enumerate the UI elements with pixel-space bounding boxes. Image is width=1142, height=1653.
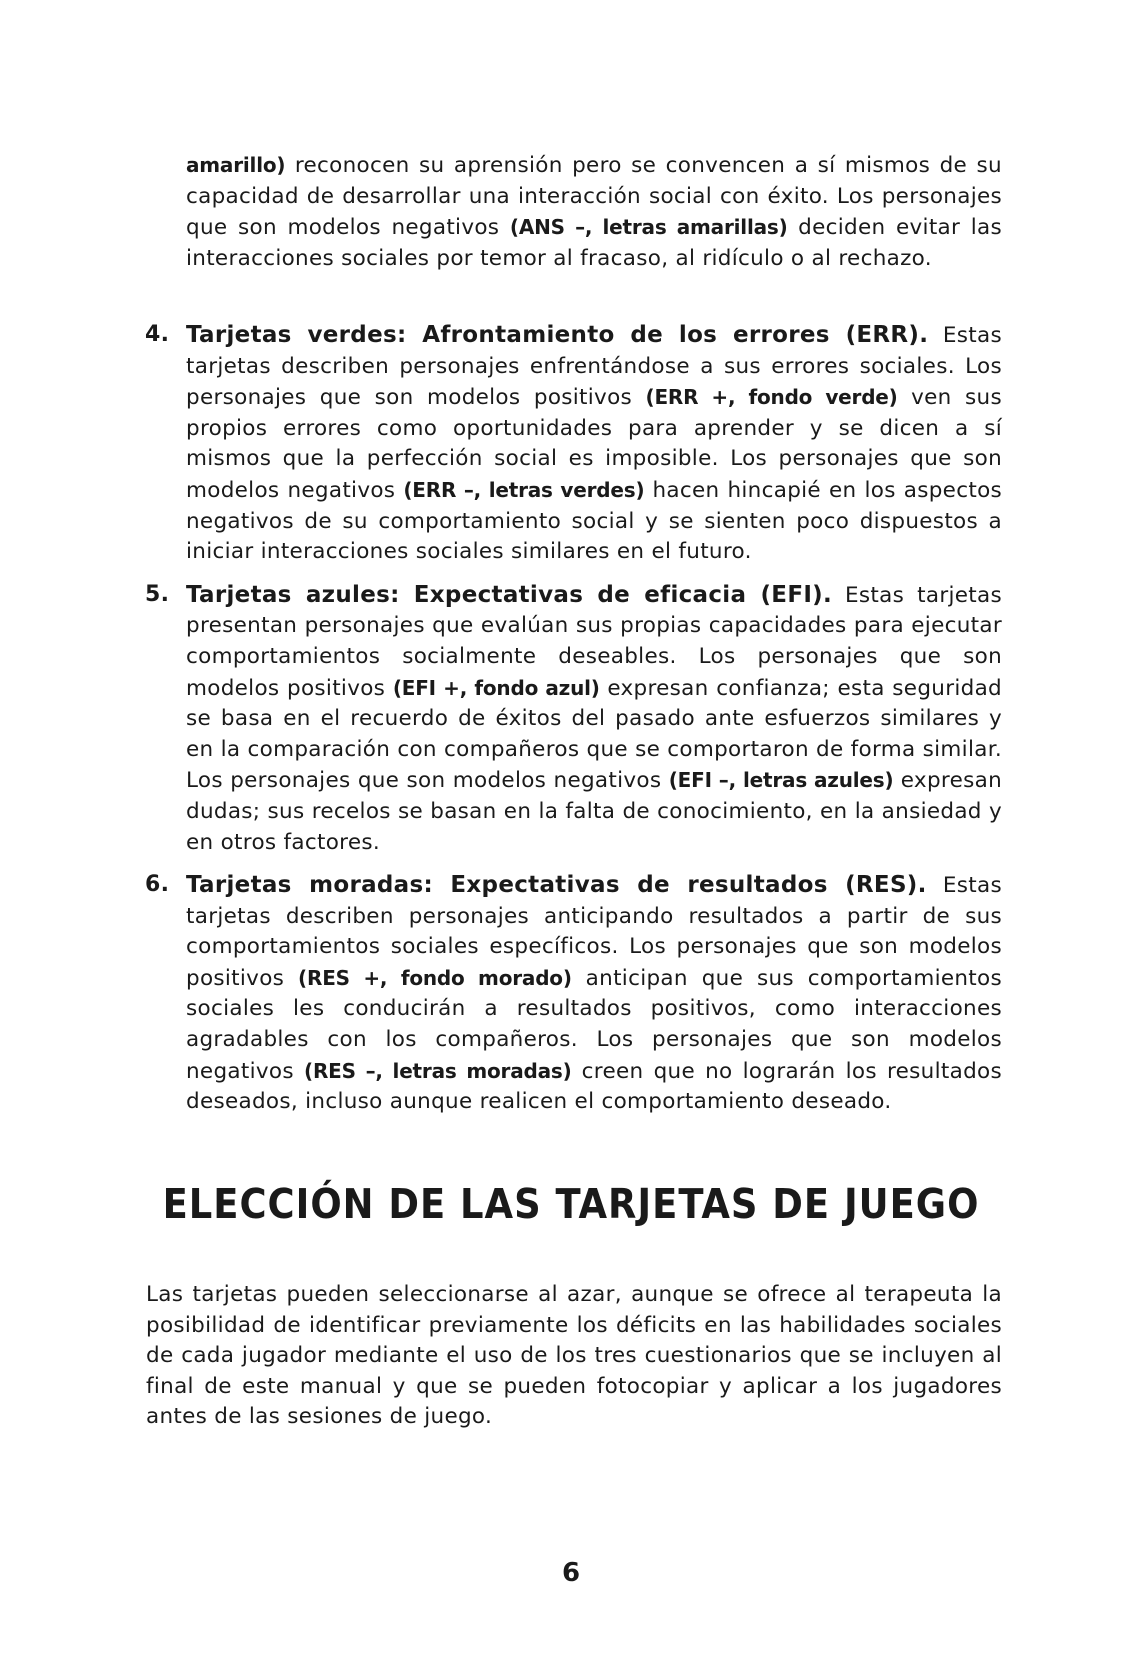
item-lead: Tarjetas verdes: Afrontamiento de los errores (ERR). — [186, 322, 929, 348]
section-body-paragraph: Las tarjetas pueden seleccionarse al azar, aunque se ofrece al terapeuta la posibilidad de identificar previamente los déficits en las habilidades sociales de cada jugador mediante el uso de los tres cuestionarios que se incluyen al final de este manual y que se pueden fotocopiar y aplicar a los jugadores antes de las sesiones de juego. — [146, 1282, 1002, 1430]
continuation-tag-2: (ANS –, letras amarillas) — [509, 215, 788, 240]
card-type-list — [145, 320, 1002, 1130]
item-text-3: creen que no lograrán los resultados deseados, incluso aunque realicen el comportamiento deseado. — [186, 1058, 1002, 1115]
item-text-2: expresan confianza; esta seguridad se basa en el recuerdo de éxitos del pasado ante esfuerzos similares y en la comparación con compañeros que se comportaron de forma similar. Los personajes que son modelos negativos — [186, 675, 1002, 794]
item-tag-1: (ERR +, fondo verde) — [645, 385, 898, 410]
item-tag-2: (RES –, letras moradas) — [304, 1058, 572, 1083]
item-text-2: ven sus propios errores como oportunidades para aprender y se dicen a sí mismos que la perfección social es imposible. Los personajes que son modelos negativos — [186, 385, 1002, 503]
item-number: 6. — [145, 872, 170, 898]
item-lead: Tarjetas moradas: Expectativas de resultados (RES). — [186, 872, 927, 899]
list-item-5 — [145, 580, 1002, 858]
page-number: 6 — [561, 1558, 581, 1588]
list-item-6 — [145, 870, 1002, 1118]
continuation-text-1: reconocen su aprensión pero se convencen a sí mismos de su capacidad de desarrollar una interacción social con éxito. Los personajes que son modelos negativos — [186, 153, 1002, 241]
item-tag-2: (EFI –, letras azules) — [668, 768, 894, 793]
item-lead: Tarjetas azules: Expectativas de eficacia (EFI). — [186, 581, 833, 608]
continuation-text-2: deciden evitar las interacciones sociales por temor al fracaso, al ridículo o al rechazo. — [186, 215, 1002, 271]
item-text-3: hacen hincapié en los aspectos negativos de su comportamiento social y se sienten poco dispuestos a iniciar interacciones sociales similares en el futuro. — [186, 477, 1003, 565]
continuation-paragraph — [186, 150, 1002, 274]
item-text-3: expresan dudas; sus recelos se basan en la falta de conocimiento, en la ansiedad y en otros factores. — [186, 768, 1002, 855]
item-tag-1: (EFI +, fondo azul) — [392, 675, 600, 700]
item-number: 5. — [145, 581, 170, 607]
item-tag-2: (ERR –, letras verdes) — [403, 477, 645, 502]
item-text-2: anticipan que sus comportamientos sociales les conducirán a resultados positivos, como interacciones agradables con los compañeros. Los personajes que son modelos negativos — [186, 965, 1002, 1084]
item-number: 4. — [145, 322, 170, 347]
item-text-1: Estas tarjetas presentan personajes que evalúan sus propias capacidades para ejecutar comportamientos socialmente deseables. Los personajes que son modelos positivos — [186, 582, 1002, 701]
item-text-1: Estas tarjetas describen personajes enfrentándose a sus errores sociales. Los personajes que son modelos positivos — [186, 323, 1003, 411]
item-tag-1: (RES +, fondo morado) — [298, 965, 572, 990]
section-heading: ELECCIÓN DE LAS TARJETAS DE JUEGO — [162, 1180, 980, 1228]
list-item-4 — [145, 320, 1002, 568]
item-text-1: Estas tarjetas describen personajes anticipando resultados a partir de sus comportamientos sociales específicos. Los personajes que son modelos positivos — [186, 873, 1003, 991]
continuation-tag-1: amarillo) — [186, 153, 286, 177]
